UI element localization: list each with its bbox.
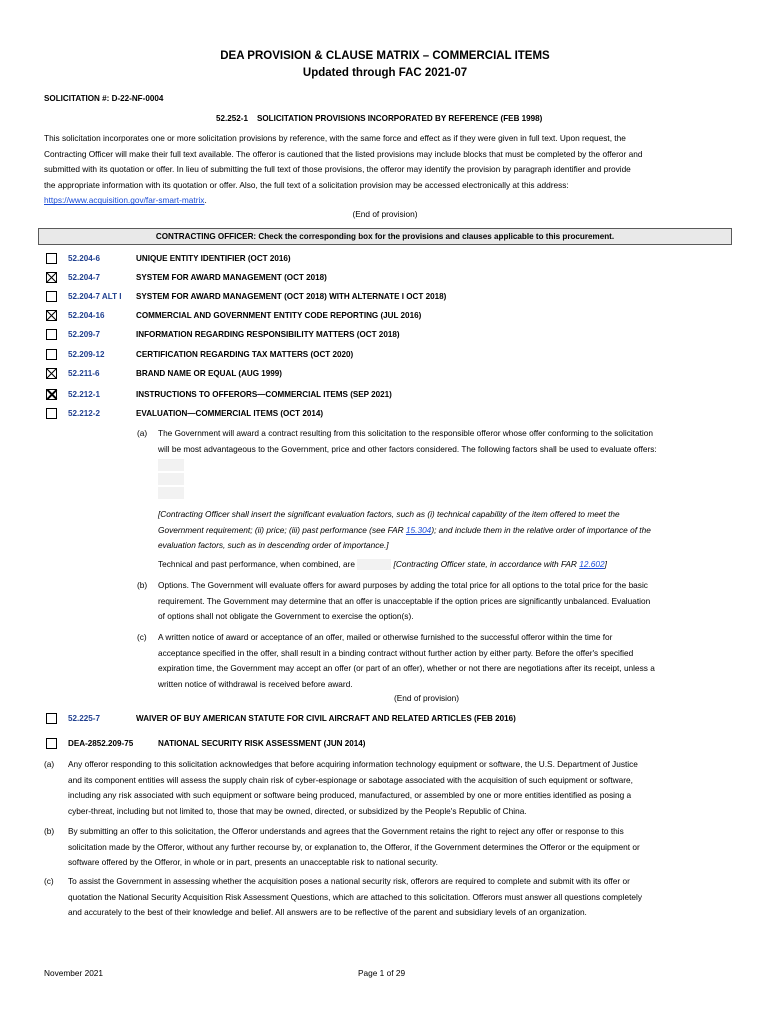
clause-title: INFORMATION REGARDING RESPONSIBILITY MATTERS (OCT 2018) xyxy=(136,330,400,339)
page-title: DEA PROVISION & CLAUSE MATRIX – COMMERCIAL ITEMS xyxy=(220,50,550,62)
dea-b-line: By submitting an offer to this solicitation, the Offeror understands and agrees that the Government retains the right to reject any offer or response to this xyxy=(68,826,624,836)
tech-note-close: ] xyxy=(604,559,607,569)
clause-checkbox[interactable] xyxy=(46,738,57,749)
eval-b-line: Options. The Government will evaluate offers for award purposes by adding the total price for all options to the total price for the basic xyxy=(158,580,648,590)
clause-title: COMMERCIAL AND GOVERNMENT ENTITY CODE REPORTING (JUL 2016) xyxy=(136,311,422,320)
eval-c-line: written notice of withdrawal is received before award. xyxy=(158,678,353,689)
clause-title: UNIQUE ENTITY IDENTIFIER (OCT 2016) xyxy=(136,254,291,263)
dea-c-line: quotation the National Security Acquisition Risk Assessment Questions, which are attached to this solicitation. Offerors must answer all questions completely xyxy=(68,891,642,902)
dea-a-text xyxy=(68,757,732,819)
clause-number-link[interactable]: 52.204-6 xyxy=(68,254,100,263)
clause-title: CERTIFICATION REGARDING TAX MATTERS (OCT 2020) xyxy=(136,350,354,359)
blank-field[interactable] xyxy=(158,487,184,499)
clause-checkbox-checked[interactable] xyxy=(46,310,57,321)
clause-checkbox[interactable] xyxy=(46,329,57,340)
dea-c-line: To assist the Government in assessing whether the acquisition poses a national security risk, offerors are required to complete and submit with its offer or xyxy=(68,876,630,886)
acquisition-link[interactable]: https://www.acquisition.gov/far-smart-matrix xyxy=(44,195,205,206)
dea-a-line: including any risk associated with such equipment or software being produced, manufactured, or assembled by one or more entities identified as posing a xyxy=(68,790,632,801)
footer-page-number: Page 1 of 29 xyxy=(358,968,406,978)
eval-b-line: of options shall not obligate the Government to exercise the option(s). xyxy=(158,611,414,622)
provision-line: submitted with its quotation or offer. In lieu of submitting the full text of those provisions, the offeror may identify the provision by paragraph identifier and provide xyxy=(44,164,631,175)
dea-a-line: cyber-threat, including but not limited to, those that may be owned, directed, or subsidized by the People's Republic of China. xyxy=(68,805,527,816)
dea-b-text xyxy=(68,824,732,871)
clause-title: INSTRUCTIONS TO OFFERORS—COMMERCIAL ITEMS (SEP 2021) xyxy=(136,390,392,399)
clause-title: BRAND NAME OR EQUAL (AUG 1999) xyxy=(136,369,283,378)
dea-b-label: (b) xyxy=(44,826,55,836)
link-period: . xyxy=(204,195,207,206)
dea-c-text xyxy=(68,874,732,921)
eval-b-text xyxy=(158,578,732,625)
clause-number-link[interactable]: 52.225-7 xyxy=(68,714,100,723)
dea-c-label: (c) xyxy=(44,876,54,886)
eval-c-line: expiration time, the Government may accept an offer (or part of an offer), whether or not there are negotiations after its receipt, unless a xyxy=(158,663,655,674)
footer-date: November 2021 xyxy=(44,968,104,978)
clause-checkbox[interactable] xyxy=(46,291,57,302)
eval-b-label: (b) xyxy=(137,580,148,590)
contracting-officer-bar: CONTRACTING OFFICER: Check the corresponding box for the provisions and clauses applicable to this procurement. xyxy=(38,228,732,245)
tech-note: [Contracting Officer state, in accordance with FAR xyxy=(391,559,580,569)
dea-a-line: Any offeror responding to this solicitation acknowledges that before acquiring information technology equipment or software, the U.S. Department of Justice xyxy=(68,759,638,769)
blank-field[interactable] xyxy=(158,473,184,485)
eval-a-line: will be most advantageous to the Government, price and other factors considered. The following factors shall be used to evaluate offers: xyxy=(158,443,657,454)
tech-past-performance xyxy=(158,557,732,573)
clause-title: EVALUATION—COMMERCIAL ITEMS (OCT 2014) xyxy=(136,409,324,418)
eval-c-text xyxy=(158,630,732,692)
provision-line: Contracting Officer will make their full text available. The offeror is cautioned that the listed provisions may include blocks that must be completed by the offeror and xyxy=(44,148,643,159)
page-subtitle: Updated through FAC 2021-07 xyxy=(302,67,468,79)
co-note-line: [Contracting Officer shall insert the significant evaluation factors, such as (i) technical capability of the item offered to meet the xyxy=(158,509,620,519)
eval-c-label: (c) xyxy=(137,632,147,642)
clause-checkbox-checked[interactable] xyxy=(46,272,57,283)
blank-field[interactable] xyxy=(158,459,184,471)
blank-field[interactable] xyxy=(357,559,391,570)
clause-number-link[interactable]: 52.209-12 xyxy=(68,350,105,359)
co-note-line: evaluation factors, such as in descending order of importance.] xyxy=(158,540,389,551)
clause-title: WAIVER OF BUY AMERICAN STATUTE FOR CIVIL AIRCRAFT AND RELATED ARTICLES (FEB 2016) xyxy=(136,714,516,723)
tech-text: Technical and past performance, when combined, are xyxy=(158,559,358,569)
clause-title: SYSTEM FOR AWARD MANAGEMENT (OCT 2018) WITH ALTERNATE I OCT 2018) xyxy=(136,292,447,301)
clause-checkbox[interactable] xyxy=(46,253,57,264)
clause-number-link[interactable]: 52.204-7 xyxy=(68,273,100,282)
dea-c-line: and accurately to the best of their knowledge and belief. All answers are to be reflective of the parent and subsidiary levels of an organization. xyxy=(68,907,587,918)
co-note-text: ); and include them in the relative order of importance of the xyxy=(431,524,651,535)
eval-c-line: acceptance specified in the offer, shall result in a binding contract without further action by either party. Before the offer's specified xyxy=(158,647,634,658)
provision-body xyxy=(44,131,730,209)
eval-b-line: requirement. The Government may determine that an offer is unacceptable if the option prices are significantly unbalanced. Evaluation xyxy=(158,595,651,606)
clause-checkbox[interactable] xyxy=(46,713,57,724)
co-instruction-note xyxy=(158,507,732,554)
clause-checkbox[interactable] xyxy=(46,408,57,419)
end-of-provision: (End of provision) xyxy=(352,209,418,219)
dea-b-line: software offered by the Offeror, in whole or in part, presents an unacceptable risk to national security. xyxy=(68,857,438,868)
clause-checkbox-checked[interactable] xyxy=(46,368,57,379)
eval-a-label: (a) xyxy=(137,428,148,438)
clause-number-link[interactable]: 52.211-6 xyxy=(68,369,100,378)
clause-number-link[interactable]: 52.204-7 ALT I xyxy=(68,292,122,301)
eval-c-line: A written notice of award or acceptance of an offer, mailed or otherwise furnished to the successful offeror within the time for xyxy=(158,632,613,642)
eval-a-text xyxy=(158,426,732,457)
far-15304-link[interactable]: 15.304 xyxy=(405,524,432,535)
clause-number-link[interactable]: 52.212-1 xyxy=(68,390,100,399)
provision-line: the appropriate information with its quotation or offer. Also, the full text of a solicitation provision may be accessed electronically at this address: xyxy=(44,179,569,190)
far-12602-link[interactable]: 12.602 xyxy=(579,559,605,569)
co-note-text: Government requirement; (ii) price; (iii) past performance (see FAR xyxy=(158,524,406,535)
provision-heading: 52.252-1 SOLICITATION PROVISIONS INCORPORATED BY REFERENCE (FEB 1998) xyxy=(216,114,543,123)
dea-b-line: solicitation made by the Offeror, without any further recourse by, or explanation to, the Offeror, if the Government determines the Offeror or the equipment or xyxy=(68,841,640,852)
clause-title: SYSTEM FOR AWARD MANAGEMENT (OCT 2018) xyxy=(136,273,327,282)
provision-line: This solicitation incorporates one or more solicitation provisions by reference, with the same force and effect as if they were given in full text. Upon request, the xyxy=(44,133,626,143)
clause-number-link[interactable]: 52.212-2 xyxy=(68,409,100,418)
clause-title: NATIONAL SECURITY RISK ASSESSMENT (JUN 2014) xyxy=(158,739,366,748)
end-of-provision: (End of provision) xyxy=(394,693,460,703)
clause-number-link[interactable]: 52.204-16 xyxy=(68,311,105,320)
clause-number: DEA-2852.209-75 xyxy=(68,739,134,748)
clause-number-link[interactable]: 52.209-7 xyxy=(68,330,100,339)
clause-checkbox-checked[interactable] xyxy=(46,389,57,400)
dea-a-label: (a) xyxy=(44,759,55,769)
eval-a-line: The Government will award a contract resulting from this solicitation to the responsible offeror whose offer conforming to the solicitation xyxy=(158,428,653,438)
solicitation-number: SOLICITATION #: D-22-NF-0004 xyxy=(44,94,164,103)
dea-a-line: and its component entities will assess the supply chain risk of cyber-espionage or sabotage associated with the acquisition of such equipment or software, xyxy=(68,774,633,785)
clause-checkbox[interactable] xyxy=(46,349,57,360)
